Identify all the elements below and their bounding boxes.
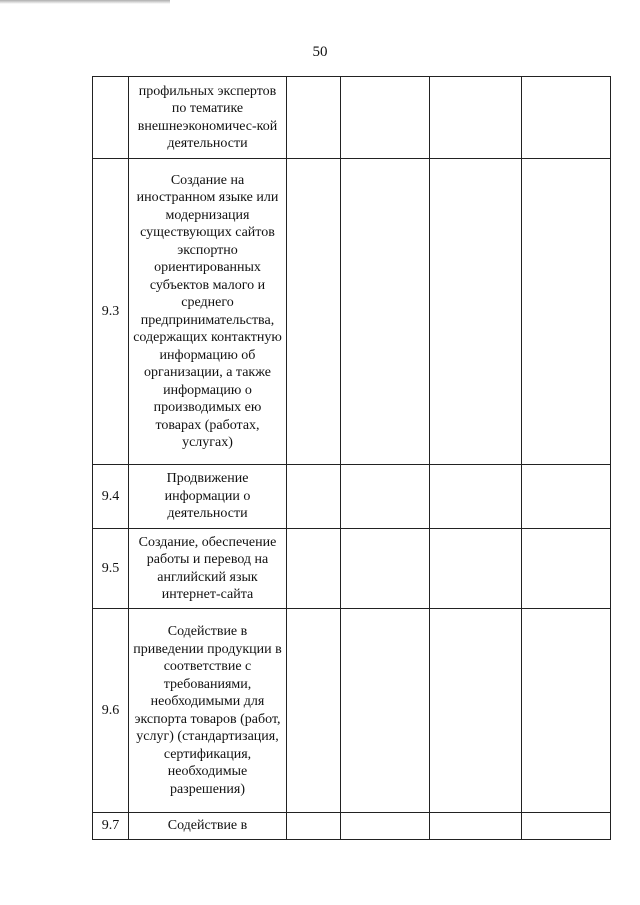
table-row <box>93 609 611 813</box>
empty-cell <box>430 529 522 609</box>
row-number: 9.5 <box>93 529 129 609</box>
row-description: Содействие в <box>129 813 287 840</box>
table-row <box>93 465 611 529</box>
table-row <box>93 159 611 465</box>
empty-cell <box>341 159 430 465</box>
row-description: профильных экспертов по тематике внешнеэкономичес-кой деятельности <box>129 77 287 159</box>
empty-cell <box>430 609 522 813</box>
row-description: Содействие в приведении продукции в соответствие с требованиями, необходимыми для экспорта товаров (работ, услуг) (стандартизация, сертификация, необходимые разрешения) <box>129 609 287 813</box>
empty-cell <box>430 813 522 840</box>
empty-cell <box>522 77 611 159</box>
table-row <box>93 529 611 609</box>
empty-cell <box>341 529 430 609</box>
row-number: 9.3 <box>93 159 129 465</box>
empty-cell <box>341 465 430 529</box>
row-number: 9.7 <box>93 813 129 840</box>
empty-cell <box>430 77 522 159</box>
row-number <box>93 77 129 159</box>
empty-cell <box>341 77 430 159</box>
empty-cell <box>522 529 611 609</box>
empty-cell <box>522 159 611 465</box>
page-number: 50 <box>312 44 328 60</box>
empty-cell <box>522 465 611 529</box>
row-description: Продвижение информации о деятельности <box>129 465 287 529</box>
empty-cell <box>341 813 430 840</box>
row-description: Создание, обеспечение работы и перевод на английский язык интернет-сайта <box>129 529 287 609</box>
empty-cell <box>522 609 611 813</box>
empty-cell <box>287 159 341 465</box>
empty-cell <box>522 813 611 840</box>
empty-cell <box>287 465 341 529</box>
table-row <box>93 813 611 840</box>
scan-edge-mark <box>0 0 170 4</box>
measures-table <box>92 76 611 840</box>
empty-cell <box>287 609 341 813</box>
row-number: 9.4 <box>93 465 129 529</box>
empty-cell <box>430 159 522 465</box>
row-number: 9.6 <box>93 609 129 813</box>
row-description: Создание на иностранном языке или модернизация существующих сайтов экспортно ориентированных субъектов малого и среднего предпринимательства, содержащих контактную информацию об организации, а также информацию о производимых ею товарах (работах, услугах) <box>129 159 287 465</box>
empty-cell <box>341 609 430 813</box>
empty-cell <box>287 529 341 609</box>
empty-cell <box>430 465 522 529</box>
empty-cell <box>287 77 341 159</box>
empty-cell <box>287 813 341 840</box>
table-row <box>93 77 611 159</box>
